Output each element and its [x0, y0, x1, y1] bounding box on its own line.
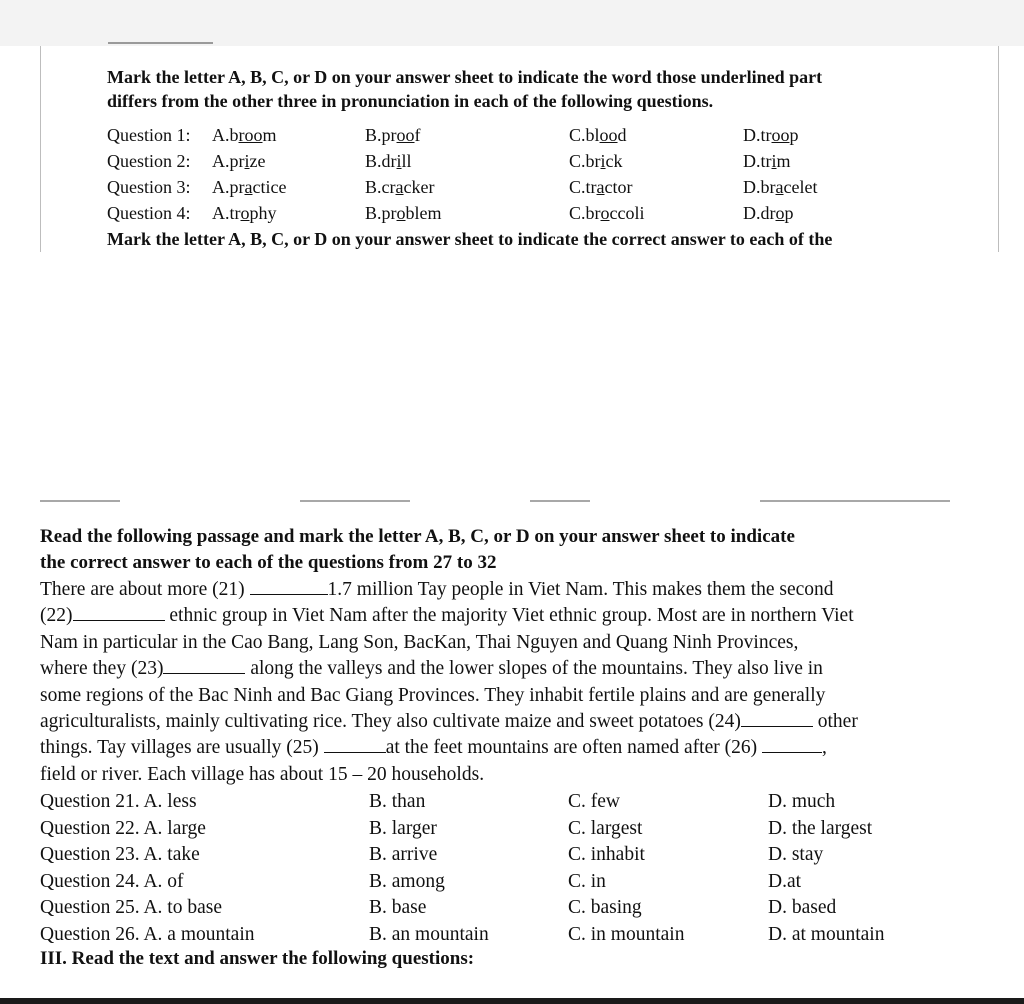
pronunciation-question-3	[107, 174, 977, 200]
option-c: C. in mountain	[568, 924, 685, 945]
pronunciation-question-1	[107, 122, 977, 148]
answer-blank-25	[324, 735, 386, 753]
passage-line: field or river. Each village has about 15 – 20 households.	[40, 763, 485, 785]
option-b: B. larger	[369, 817, 437, 839]
passage-line: some regions of the Bac Ninh and Bac Giang Provinces. They inhabit fertile plains and are generally	[40, 684, 826, 706]
option-c: C.broccoli	[569, 203, 645, 223]
question-label: Question 2:	[107, 151, 191, 171]
reading-question-25	[40, 895, 1024, 922]
question-label: Question 4:	[107, 203, 191, 223]
pronunciation-instruction-line-2: differs from the other three in pronunciation in each of the following questions.	[107, 91, 714, 111]
bottom-border	[0, 998, 1024, 1004]
question-label: Question 3:	[107, 177, 191, 197]
option-a: A.prize	[212, 151, 266, 171]
question-label: Question 26. A. a mountain	[40, 924, 255, 945]
option-c: C. basing	[568, 897, 642, 919]
cropped-text-fragment	[760, 500, 950, 502]
option-d: D. stay	[768, 844, 824, 866]
option-d: D.at	[768, 870, 802, 892]
page-margin-line	[40, 46, 41, 252]
option-d: D.bracelet	[743, 177, 818, 197]
question-label: Question 22. A. large	[40, 817, 206, 839]
option-c: C.brick	[569, 151, 623, 171]
option-d: D. at mountain	[768, 924, 885, 945]
passage-line: There are about more (21) 1.7 million Tay people in Viet Nam. This makes them the second	[40, 579, 834, 600]
next-instruction-line: Mark the letter A, B, C, or D on your answer sheet to indicate the correct answer to each of the	[107, 229, 833, 249]
passage-line: (22) ethnic group in Viet Nam after the majority Viet ethnic group. Most are in northern Viet	[40, 605, 854, 627]
reading-section	[0, 490, 1024, 1004]
page-margin-line-right	[998, 46, 999, 252]
option-d: D. much	[768, 791, 836, 812]
option-d: D. based	[768, 897, 837, 919]
question-label: Question 25. A. to base	[40, 897, 222, 919]
option-b: B.drill	[365, 151, 412, 171]
option-c: C.tractor	[569, 177, 633, 197]
answer-blank-21	[250, 577, 328, 595]
answer-blank-22	[73, 603, 165, 621]
cropped-text-fragment	[530, 500, 590, 502]
answer-blank-26	[762, 735, 822, 753]
question-label: Question 21. A. less	[40, 791, 197, 812]
page-break-top	[0, 0, 1024, 46]
option-b: B.cracker	[365, 177, 435, 197]
option-d: D. the largest	[768, 817, 873, 839]
passage-line: things. Tay villages are usually (25) at the feet mountains are often named after (26) ,	[40, 737, 827, 759]
blank-gap	[0, 252, 1024, 500]
reading-passage	[40, 577, 1024, 788]
option-b: B.proof	[365, 125, 421, 145]
reading-instruction-line-1: Read the following passage and mark the letter A, B, C, or D on your answer sheet to indicate	[40, 526, 795, 547]
option-b: B. among	[369, 870, 445, 892]
question-label: Question 23. A. take	[40, 844, 200, 866]
section-heading: III. Read the text and answer the following questions:	[40, 948, 475, 969]
option-a: A.practice	[212, 177, 287, 197]
option-b: B. than	[369, 791, 426, 812]
option-d: D.troop	[743, 125, 799, 145]
option-b: B.problem	[365, 203, 442, 223]
option-b: B. arrive	[369, 844, 438, 866]
reading-instruction-line-2: the correct answer to each of the questions from 27 to 32	[40, 552, 497, 573]
cropped-text-fragment	[108, 42, 213, 44]
option-d: D.trim	[743, 151, 791, 171]
option-d: D.drop	[743, 203, 794, 223]
option-c: C. few	[568, 791, 620, 812]
option-c: C.blood	[569, 125, 627, 145]
question-label: Question 1:	[107, 125, 191, 145]
passage-line: Nam in particular in the Cao Bang, Lang Son, BacKan, Thai Nguyen and Quang Ninh Provinces,	[40, 631, 799, 653]
option-a: A.trophy	[212, 203, 277, 223]
cropped-text-fragment	[40, 500, 120, 502]
option-a: A.broom	[212, 125, 277, 145]
question-label: Question 24. A. of	[40, 870, 184, 892]
reading-question-24	[40, 869, 1024, 896]
pronunciation-question-4	[107, 200, 977, 226]
reading-question-26	[40, 922, 1024, 949]
option-c: C. in	[568, 870, 606, 892]
pronunciation-instruction-line-1: Mark the letter A, B, C, or D on your answer sheet to indicate the word those underlined part	[107, 67, 823, 87]
reading-question-21	[40, 789, 1024, 816]
pronunciation-section	[0, 46, 1024, 252]
reading-question-22	[40, 816, 1024, 843]
cropped-text-fragment	[300, 500, 410, 502]
option-c: C. inhabit	[568, 844, 645, 866]
answer-blank-24	[741, 709, 813, 727]
option-c: C. largest	[568, 817, 643, 839]
answer-blank-23	[163, 656, 245, 674]
pronunciation-question-2	[107, 148, 977, 174]
reading-question-23	[40, 842, 1024, 869]
passage-line: where they (23) along the valleys and the lower slopes of the mountains. They also live in	[40, 658, 823, 680]
option-b: B. base	[369, 897, 427, 919]
option-b: B. an mountain	[369, 924, 489, 945]
passage-line: agriculturalists, mainly cultivating rice. They also cultivate maize and sweet potatoes (24) other	[40, 710, 858, 732]
